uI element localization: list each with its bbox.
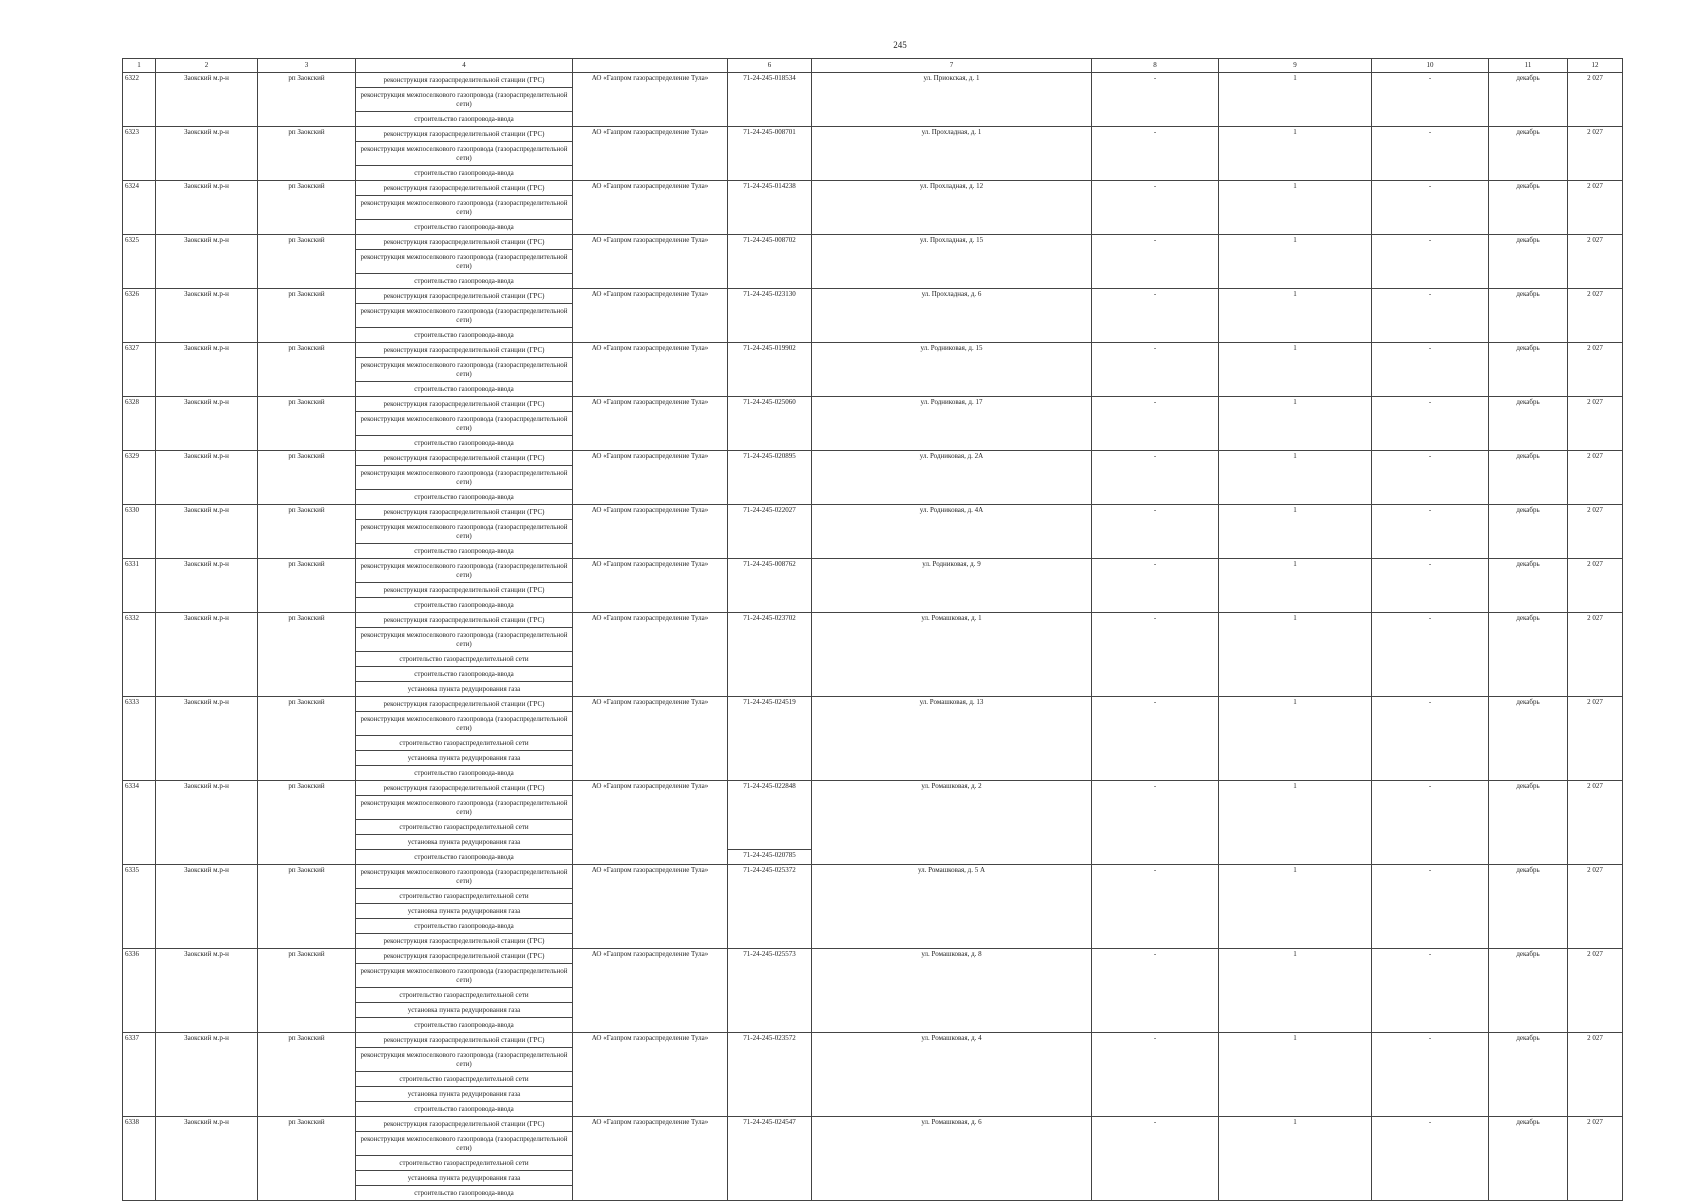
column-header-9: 9 [1219,59,1372,73]
table-row [123,613,1623,628]
column-8-cell: - [1092,235,1219,289]
object-code-cell: 71-24-245-025060 [728,397,812,451]
object-code-cell: 71-24-245-023572 [728,1033,812,1117]
work-type-cell: строительство газопровода-ввода [356,274,573,289]
column-9-cell: 1 [1219,505,1372,559]
column-header-5 [573,59,728,73]
district-cell: Заокский м.р-н [156,1033,258,1117]
month-cell: декабрь [1489,781,1568,865]
settlement-cell: рп Заокский [258,1117,356,1201]
table-row [123,1033,1623,1048]
table-row [123,397,1623,412]
work-type-cell: реконструкция межпоселкового газопровода (газораспределительной сети) [356,964,573,988]
organization-cell: АО «Газпром газораспределение Тула» [573,451,728,505]
work-type-cell: строительство газопровода-ввода [356,1102,573,1117]
object-code-cell: 71-24-245-023130 [728,289,812,343]
registry-table [122,58,1623,1201]
address-cell: ул. Ромашковая, д. 6 [812,1117,1092,1201]
object-code-cell: 71-24-245-025372 [728,865,812,949]
organization-cell: АО «Газпром газораспределение Тула» [573,73,728,127]
page-number: 245 [893,40,907,50]
column-9-cell: 1 [1219,697,1372,781]
column-10-cell: - [1372,451,1489,505]
month-cell: декабрь [1489,127,1568,181]
work-type-cell: реконструкция газораспределительной станции (ГРС) [356,697,573,712]
work-type-cell: реконструкция межпоселкового газопровода (газораспределительной сети) [356,412,573,436]
object-code-cell: 71-24-245-019902 [728,343,812,397]
column-9-cell: 1 [1219,613,1372,697]
table-row [123,73,1623,88]
table-row [123,235,1623,250]
object-code-cell: 71-24-245-008702 [728,235,812,289]
row-number: 6330 [123,505,156,559]
year-cell: 2 027 [1568,181,1623,235]
table-row [123,949,1623,964]
column-10-cell: - [1372,235,1489,289]
organization-cell: АО «Газпром газораспределение Тула» [573,127,728,181]
object-code-cell: 71-24-245-014238 [728,181,812,235]
month-cell: декабрь [1489,235,1568,289]
address-cell: ул. Родниковая, д. 9 [812,559,1092,613]
column-10-cell: - [1372,1117,1489,1201]
district-cell: Заокский м.р-н [156,235,258,289]
work-type-cell: реконструкция газораспределительной станции (ГРС) [356,289,573,304]
work-type-cell: реконструкция газораспределительной станции (ГРС) [356,343,573,358]
work-type-cell: установка пункта редуцирования газа [356,682,573,697]
column-header-10: 10 [1372,59,1489,73]
organization-cell: АО «Газпром газораспределение Тула» [573,1117,728,1201]
settlement-cell: рп Заокский [258,289,356,343]
row-number: 6332 [123,613,156,697]
work-type-cell: строительство газораспределительной сети [356,1072,573,1087]
address-cell: ул. Родниковая, д. 17 [812,397,1092,451]
work-type-cell: строительство газопровода-ввода [356,766,573,781]
settlement-cell: рп Заокский [258,613,356,697]
settlement-cell: рп Заокский [258,865,356,949]
column-8-cell: - [1092,289,1219,343]
column-10-cell: - [1372,613,1489,697]
district-cell: Заокский м.р-н [156,73,258,127]
column-10-cell: - [1372,559,1489,613]
settlement-cell: рп Заокский [258,73,356,127]
header-row [123,59,1623,73]
row-number: 6324 [123,181,156,235]
year-cell: 2 027 [1568,865,1623,949]
work-type-cell: строительство газопровода-ввода [356,850,573,865]
column-9-cell: 1 [1219,1033,1372,1117]
column-8-cell: - [1092,613,1219,697]
row-number: 6326 [123,289,156,343]
object-code-cell: 71-24-245-018534 [728,73,812,127]
table-row [123,181,1623,196]
organization-cell: АО «Газпром газораспределение Тула» [573,559,728,613]
column-8-cell: - [1092,181,1219,235]
settlement-cell: рп Заокский [258,451,356,505]
settlement-cell: рп Заокский [258,235,356,289]
year-cell: 2 027 [1568,697,1623,781]
address-cell: ул. Родниковая, д. 4А [812,505,1092,559]
column-9-cell: 1 [1219,559,1372,613]
month-cell: декабрь [1489,289,1568,343]
year-cell: 2 027 [1568,613,1623,697]
work-type-cell: реконструкция газораспределительной станции (ГРС) [356,583,573,598]
column-8-cell: - [1092,505,1219,559]
settlement-cell: рп Заокский [258,559,356,613]
organization-cell: АО «Газпром газораспределение Тула» [573,289,728,343]
column-header-1: 1 [123,59,156,73]
year-cell: 2 027 [1568,397,1623,451]
work-type-cell: реконструкция межпоселкового газопровода (газораспределительной сети) [356,358,573,382]
month-cell: декабрь [1489,451,1568,505]
work-type-cell: строительство газопровода-ввода [356,112,573,127]
column-10-cell: - [1372,343,1489,397]
column-8-cell: - [1092,781,1219,865]
work-type-cell: реконструкция газораспределительной станции (ГРС) [356,781,573,796]
object-code-cell: 71-24-245-022848 [728,781,812,850]
year-cell: 2 027 [1568,505,1623,559]
column-header-8: 8 [1092,59,1219,73]
work-type-cell: установка пункта редуцирования газа [356,835,573,850]
row-number: 6325 [123,235,156,289]
work-type-cell: реконструкция газораспределительной станции (ГРС) [356,1033,573,1048]
column-8-cell: - [1092,949,1219,1033]
column-10-cell: - [1372,289,1489,343]
work-type-cell: реконструкция газораспределительной станции (ГРС) [356,949,573,964]
work-type-cell: строительство газопровода-ввода [356,544,573,559]
district-cell: Заокский м.р-н [156,781,258,865]
column-8-cell: - [1092,697,1219,781]
organization-cell: АО «Газпром газораспределение Тула» [573,781,728,865]
district-cell: Заокский м.р-н [156,865,258,949]
column-8-cell: - [1092,127,1219,181]
table-body [123,73,1623,1201]
column-9-cell: 1 [1219,397,1372,451]
district-cell: Заокский м.р-н [156,559,258,613]
column-8-cell: - [1092,451,1219,505]
organization-cell: АО «Газпром газораспределение Тула» [573,613,728,697]
column-10-cell: - [1372,73,1489,127]
column-10-cell: - [1372,697,1489,781]
object-code-cell: 71-24-245-024519 [728,697,812,781]
column-header-6: 6 [728,59,812,73]
column-8-cell: - [1092,397,1219,451]
object-code-cell: 71-24-245-008762 [728,559,812,613]
work-type-cell: реконструкция межпоселкового газопровода (газораспределительной сети) [356,250,573,274]
column-header-12: 12 [1568,59,1623,73]
month-cell: декабрь [1489,613,1568,697]
district-cell: Заокский м.р-н [156,343,258,397]
object-code-cell: 71-24-245-023702 [728,613,812,697]
table-row [123,865,1623,889]
column-8-cell: - [1092,1117,1219,1201]
work-type-cell: строительство газораспределительной сети [356,736,573,751]
work-type-cell: реконструкция межпоселкового газопровода (газораспределительной сети) [356,304,573,328]
organization-cell: АО «Газпром газораспределение Тула» [573,949,728,1033]
table-row [123,559,1623,583]
table-row [123,451,1623,466]
month-cell: декабрь [1489,1117,1568,1201]
settlement-cell: рп Заокский [258,397,356,451]
organization-cell: АО «Газпром газораспределение Тула» [573,697,728,781]
table-row [123,505,1623,520]
year-cell: 2 027 [1568,343,1623,397]
work-type-cell: реконструкция межпоселкового газопровода (газораспределительной сети) [356,1048,573,1072]
work-type-cell: строительство газопровода-ввода [356,382,573,397]
column-9-cell: 1 [1219,451,1372,505]
row-number: 6336 [123,949,156,1033]
column-header-2: 2 [156,59,258,73]
year-cell: 2 027 [1568,289,1623,343]
column-10-cell: - [1372,505,1489,559]
address-cell: ул. Прохладная, д. 6 [812,289,1092,343]
work-type-cell: строительство газопровода-ввода [356,436,573,451]
column-10-cell: - [1372,865,1489,949]
work-type-cell: установка пункта редуцирования газа [356,1087,573,1102]
row-number: 6328 [123,397,156,451]
object-code-cell: 71-24-245-025573 [728,949,812,1033]
work-type-cell: строительство газопровода-ввода [356,1186,573,1201]
work-type-cell: установка пункта редуцирования газа [356,1171,573,1186]
district-cell: Заокский м.р-н [156,181,258,235]
column-10-cell: - [1372,1033,1489,1117]
column-9-cell: 1 [1219,343,1372,397]
column-9-cell: 1 [1219,1117,1372,1201]
work-type-cell: строительство газораспределительной сети [356,1156,573,1171]
settlement-cell: рп Заокский [258,127,356,181]
work-type-cell: реконструкция газораспределительной станции (ГРС) [356,505,573,520]
row-number: 6327 [123,343,156,397]
work-type-cell: строительство газопровода-ввода [356,667,573,682]
work-type-cell: реконструкция межпоселкового газопровода (газораспределительной сети) [356,865,573,889]
work-type-cell: строительство газопровода-ввода [356,490,573,505]
organization-cell: АО «Газпром газораспределение Тула» [573,397,728,451]
year-cell: 2 027 [1568,451,1623,505]
column-10-cell: - [1372,397,1489,451]
settlement-cell: рп Заокский [258,949,356,1033]
settlement-cell: рп Заокский [258,697,356,781]
work-type-cell: реконструкция газораспределительной станции (ГРС) [356,934,573,949]
organization-cell: АО «Газпром газораспределение Тула» [573,235,728,289]
work-type-cell: строительство газораспределительной сети [356,988,573,1003]
year-cell: 2 027 [1568,73,1623,127]
table-header [123,59,1623,73]
work-type-cell: реконструкция газораспределительной станции (ГРС) [356,235,573,250]
district-cell: Заокский м.р-н [156,127,258,181]
work-type-cell: реконструкция межпоселкового газопровода (газораспределительной сети) [356,520,573,544]
district-cell: Заокский м.р-н [156,397,258,451]
object-code-cell: 71-24-245-020785 [728,850,812,865]
table-row [123,697,1623,712]
row-number: 6337 [123,1033,156,1117]
work-type-cell: строительство газораспределительной сети [356,820,573,835]
work-type-cell: реконструкция газораспределительной станции (ГРС) [356,451,573,466]
settlement-cell: рп Заокский [258,781,356,865]
month-cell: декабрь [1489,343,1568,397]
address-cell: ул. Ромашковая, д. 13 [812,697,1092,781]
row-number: 6333 [123,697,156,781]
row-number: 6331 [123,559,156,613]
organization-cell: АО «Газпром газораспределение Тула» [573,1033,728,1117]
work-type-cell: реконструкция газораспределительной станции (ГРС) [356,127,573,142]
table-row [123,127,1623,142]
table-row [123,343,1623,358]
month-cell: декабрь [1489,397,1568,451]
row-number: 6338 [123,1117,156,1201]
address-cell: ул. Ромашковая, д. 5 А [812,865,1092,949]
work-type-cell: установка пункта редуцирования газа [356,1003,573,1018]
column-9-cell: 1 [1219,127,1372,181]
column-8-cell: - [1092,73,1219,127]
month-cell: декабрь [1489,697,1568,781]
row-number: 6323 [123,127,156,181]
year-cell: 2 027 [1568,559,1623,613]
organization-cell: АО «Газпром газораспределение Тула» [573,181,728,235]
column-8-cell: - [1092,1033,1219,1117]
table-row [123,289,1623,304]
month-cell: декабрь [1489,559,1568,613]
month-cell: декабрь [1489,1033,1568,1117]
column-header-3: 3 [258,59,356,73]
month-cell: декабрь [1489,949,1568,1033]
work-type-cell: реконструкция межпоселкового газопровода (газораспределительной сети) [356,796,573,820]
work-type-cell: реконструкция межпоселкового газопровода (газораспределительной сети) [356,88,573,112]
year-cell: 2 027 [1568,235,1623,289]
column-9-cell: 1 [1219,235,1372,289]
column-header-4: 4 [356,59,573,73]
year-cell: 2 027 [1568,127,1623,181]
object-code-cell: 71-24-245-024547 [728,1117,812,1201]
month-cell: декабрь [1489,505,1568,559]
work-type-cell: реконструкция газораспределительной станции (ГРС) [356,397,573,412]
month-cell: декабрь [1489,73,1568,127]
column-9-cell: 1 [1219,73,1372,127]
work-type-cell: установка пункта редуцирования газа [356,751,573,766]
settlement-cell: рп Заокский [258,505,356,559]
column-9-cell: 1 [1219,181,1372,235]
work-type-cell: строительство газораспределительной сети [356,889,573,904]
work-type-cell: строительство газопровода-ввода [356,919,573,934]
work-type-cell: реконструкция газораспределительной станции (ГРС) [356,73,573,88]
row-number: 6334 [123,781,156,865]
work-type-cell: установка пункта редуцирования газа [356,904,573,919]
district-cell: Заокский м.р-н [156,1117,258,1201]
year-cell: 2 027 [1568,949,1623,1033]
address-cell: ул. Прохладная, д. 12 [812,181,1092,235]
table-row [123,1117,1623,1132]
organization-cell: АО «Газпром газораспределение Тула» [573,865,728,949]
row-number: 6329 [123,451,156,505]
object-code-cell: 71-24-245-022027 [728,505,812,559]
work-type-cell: реконструкция газораспределительной станции (ГРС) [356,181,573,196]
work-type-cell: строительство газопровода-ввода [356,1018,573,1033]
district-cell: Заокский м.р-н [156,697,258,781]
work-type-cell: реконструкция межпоселкового газопровода (газораспределительной сети) [356,628,573,652]
work-type-cell: реконструкция межпоселкового газопровода (газораспределительной сети) [356,466,573,490]
column-8-cell: - [1092,865,1219,949]
year-cell: 2 027 [1568,1117,1623,1201]
district-cell: Заокский м.р-н [156,289,258,343]
column-8-cell: - [1092,343,1219,397]
work-type-cell: реконструкция межпоселкового газопровода (газораспределительной сети) [356,196,573,220]
year-cell: 2 027 [1568,781,1623,865]
column-10-cell: - [1372,949,1489,1033]
work-type-cell: строительство газопровода-ввода [356,166,573,181]
work-type-cell: строительство газораспределительной сети [356,652,573,667]
work-type-cell: реконструкция межпоселкового газопровода (газораспределительной сети) [356,712,573,736]
column-9-cell: 1 [1219,949,1372,1033]
year-cell: 2 027 [1568,1033,1623,1117]
district-cell: Заокский м.р-н [156,949,258,1033]
row-number: 6322 [123,73,156,127]
address-cell: ул. Родниковая, д. 2А [812,451,1092,505]
work-type-cell: реконструкция межпоселкового газопровода (газораспределительной сети) [356,1132,573,1156]
address-cell: ул. Прохладная, д. 1 [812,127,1092,181]
column-header-7: 7 [812,59,1092,73]
column-9-cell: 1 [1219,865,1372,949]
month-cell: декабрь [1489,865,1568,949]
work-type-cell: реконструкция газораспределительной станции (ГРС) [356,1117,573,1132]
table-row [123,781,1623,796]
object-code-cell: 71-24-245-008701 [728,127,812,181]
organization-cell: АО «Газпром газораспределение Тула» [573,505,728,559]
column-10-cell: - [1372,781,1489,865]
district-cell: Заокский м.р-н [156,451,258,505]
district-cell: Заокский м.р-н [156,505,258,559]
work-type-cell: реконструкция межпоселкового газопровода (газораспределительной сети) [356,559,573,583]
object-code-cell: 71-24-245-020895 [728,451,812,505]
address-cell: ул. Ромашковая, д. 4 [812,1033,1092,1117]
settlement-cell: рп Заокский [258,343,356,397]
row-number: 6335 [123,865,156,949]
district-cell: Заокский м.р-н [156,613,258,697]
address-cell: ул. Родниковая, д. 15 [812,343,1092,397]
address-cell: ул. Прохладная, д. 15 [812,235,1092,289]
organization-cell: АО «Газпром газораспределение Тула» [573,343,728,397]
work-type-cell: строительство газопровода-ввода [356,598,573,613]
address-cell: ул. Ромашковая, д. 2 [812,781,1092,865]
column-9-cell: 1 [1219,781,1372,865]
column-9-cell: 1 [1219,289,1372,343]
settlement-cell: рп Заокский [258,181,356,235]
column-8-cell: - [1092,559,1219,613]
work-type-cell: строительство газопровода-ввода [356,328,573,343]
address-cell: ул. Ромашковая, д. 8 [812,949,1092,1033]
work-type-cell: реконструкция газораспределительной станции (ГРС) [356,613,573,628]
work-type-cell: строительство газопровода-ввода [356,220,573,235]
column-10-cell: - [1372,127,1489,181]
work-type-cell: реконструкция межпоселкового газопровода (газораспределительной сети) [356,142,573,166]
address-cell: ул. Ромашковая, д. 1 [812,613,1092,697]
column-header-11: 11 [1489,59,1568,73]
settlement-cell: рп Заокский [258,1033,356,1117]
column-10-cell: - [1372,181,1489,235]
month-cell: декабрь [1489,181,1568,235]
address-cell: ул. Приокская, д. 1 [812,73,1092,127]
